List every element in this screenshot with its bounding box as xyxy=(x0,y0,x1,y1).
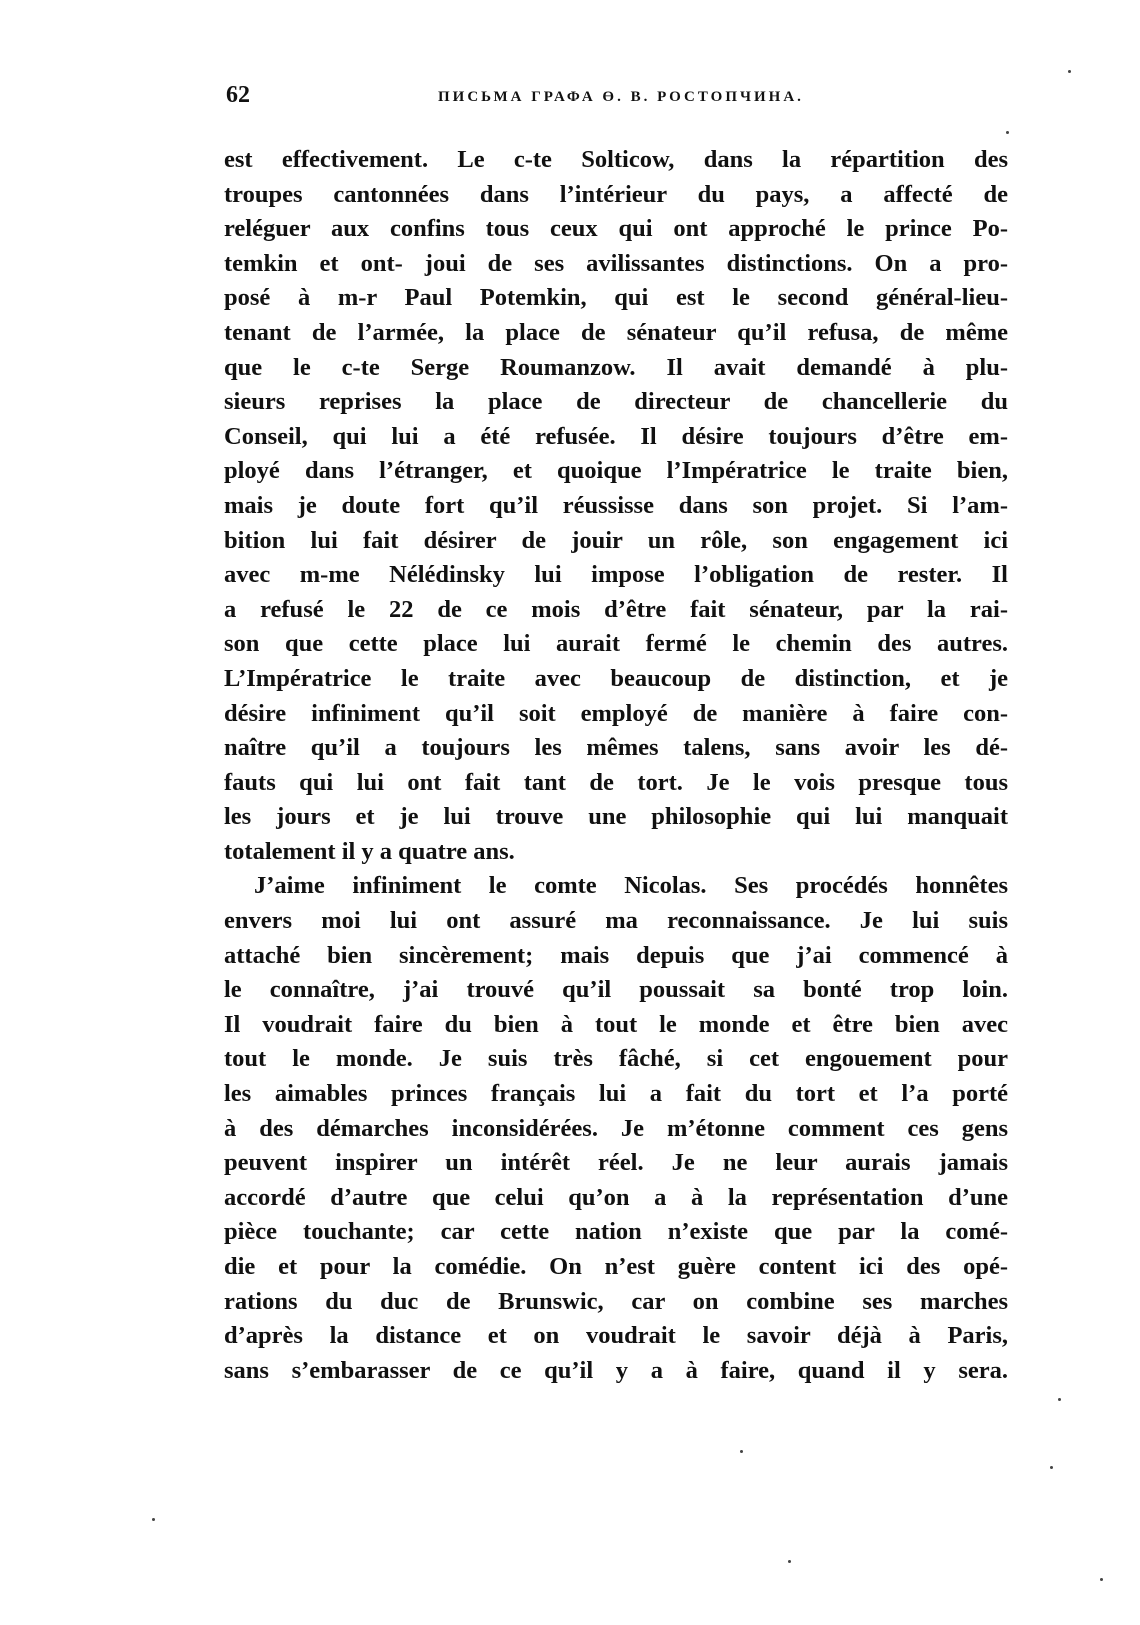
text-line: peuvent inspirer un intérêt réel. Je ne leur aurais jamais xyxy=(224,1149,1008,1177)
scan-speck xyxy=(1100,1578,1103,1581)
page-number: 62 xyxy=(226,82,250,108)
scan-speck xyxy=(1058,1398,1061,1401)
text-line: tenant de l’armée, la place de sénateur qu’il refusa, de même xyxy=(224,318,1008,346)
text-line: est effectivement. Le c-te Solticow, dans la répartition des xyxy=(224,146,1008,173)
text-line: avec m-me Nélédinsky lui impose l’obligation de rester. Il xyxy=(224,561,1008,589)
text-line: posé à m-r Paul Potemkin, qui est le second général-lieu- xyxy=(224,284,1008,312)
text-line: troupes cantonnées dans l’intérieur du pays, a affecté de xyxy=(224,180,1008,208)
text-line: Conseil, qui lui a été refusée. Il désire toujours d’être em- xyxy=(224,422,1008,450)
scan-speck xyxy=(740,1450,743,1453)
scan-speck xyxy=(1006,131,1009,134)
scan-speck xyxy=(1050,1466,1053,1469)
text-line: le connaître, j’ai trouvé qu’il poussait sa bonté trop loin. xyxy=(224,976,1008,1004)
text-line: attaché bien sincèrement; mais depuis que j’ai commencé à xyxy=(224,941,1008,969)
text-line: Il voudrait faire du bien à tout le monde et être bien avec xyxy=(224,1010,1008,1038)
text-line: fauts qui lui ont fait tant de tort. Je le vois presque tous xyxy=(224,768,1008,796)
text-line: son que cette place lui aurait fermé le chemin des autres. xyxy=(224,630,1008,658)
text-line: que le c-te Serge Roumanzow. Il avait demandé à plu- xyxy=(224,353,1008,381)
text-line: mais je doute fort qu’il réussisse dans son projet. Si l’am- xyxy=(224,491,1008,519)
text-line: les aimables princes français lui a fait du tort et l’a porté xyxy=(224,1080,1008,1108)
text-line: les jours et je lui trouve une philosophie qui lui manquait xyxy=(224,803,1008,831)
page-header xyxy=(226,82,1004,118)
text-line: désire infiniment qu’il soit employé de manière à faire con- xyxy=(224,699,1008,727)
text-line: à des démarches inconsidérées. Je m’étonne comment ces gens xyxy=(224,1114,1008,1142)
text-line: rations du duc de Brunswic, car on combine ses marches xyxy=(224,1287,1008,1315)
text-line: temkin et ont- joui de ses avilissantes distinctions. On a pro- xyxy=(224,249,1008,277)
text-line: envers moi lui ont assuré ma reconnaissance. Je lui suis xyxy=(224,907,1008,935)
text-line: naître qu’il a toujours les mêmes talens, sans avoir les dé- xyxy=(224,734,1008,762)
text-line: pièce touchante; car cette nation n’existe que par la comé- xyxy=(224,1218,1008,1246)
text-line: J’aime infiniment le comte Nicolas. Ses procédés honnêtes xyxy=(254,872,1008,900)
text-line: tout le monde. Je suis très fâché, si cet engouement pour xyxy=(224,1045,1008,1073)
text-line: d’après la distance et on voudrait le savoir déjà à Paris, xyxy=(224,1322,1008,1350)
text-line: reléguer aux confins tous ceux qui ont approché le prince Po- xyxy=(224,215,1008,243)
scan-speck xyxy=(788,1560,791,1563)
text-line: L’Impératrice le traite avec beaucoup de distinction, et je xyxy=(224,664,1008,692)
text-line: a refusé le 22 de ce mois d’être fait sénateur, par la rai- xyxy=(224,595,1008,623)
text-line: ployé dans l’étranger, et quoique l’Impératrice le traite bien, xyxy=(224,457,1008,485)
body-text xyxy=(224,143,1008,1388)
running-head: ПИСЬМА ГРАФА Ө. В. РОСТОПЧИНА. xyxy=(438,89,804,105)
text-line: sieurs reprises la place de directeur de chancellerie du xyxy=(224,388,1008,416)
text-line: bition lui fait désirer de jouir un rôle, son engagement ici xyxy=(224,526,1008,554)
text-line: accordé d’autre que celui qu’on a à la représentation d’une xyxy=(224,1183,1008,1211)
text-line: sans s’embarasser de ce qu’il y a à faire, quand il y sera. xyxy=(224,1356,1008,1384)
text-line: totalement il y a quatre ans. xyxy=(224,837,515,865)
scan-speck xyxy=(1068,70,1071,73)
text-line: die et pour la comédie. On n’est guère content ici des opé- xyxy=(224,1253,1008,1280)
scan-speck xyxy=(152,1518,155,1521)
